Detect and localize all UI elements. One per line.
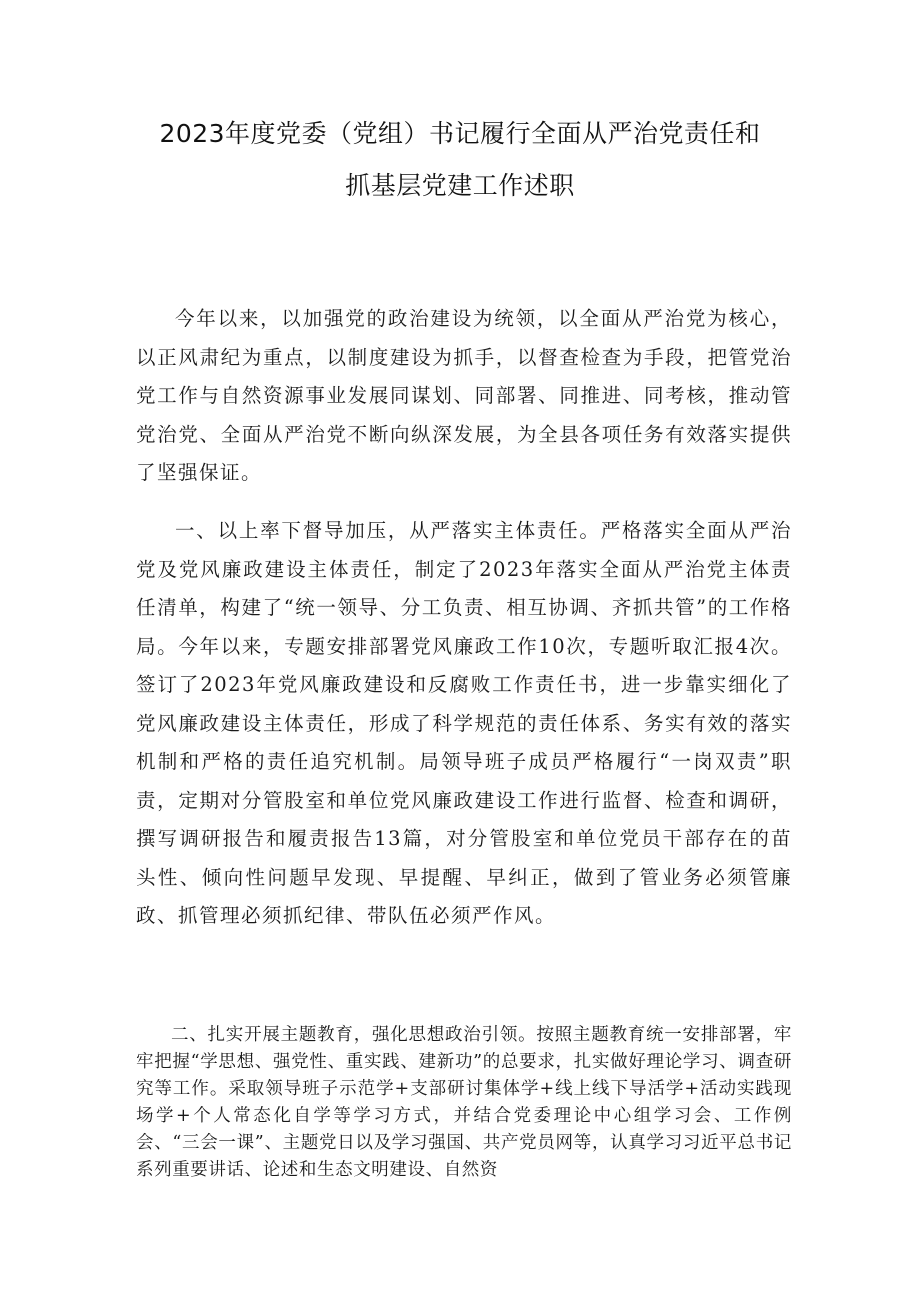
paragraph-intro: 今年以来，以加强党的政治建设为统领，以全面从严治党为核心，以正风肃纪为重点，以制度建设为抓手，以督查检查为手段，把管党治党工作与自然资源事业发展同谋划、同部署、同推进、同考核，推动管党治党、全面从严治党不断向纵深发展，为全县各项任务有效落实提供了坚强保证。	[136, 307, 792, 484]
document-title-line-1: 2023年度党委（党组）书记履行全面从严治党责任和	[159, 119, 761, 148]
document-title-line-2: 抓基层党建工作述职	[345, 171, 575, 200]
paragraph-section-2: 二、扎实开展主题教育，强化思想政治引领。按照主题教育统一安排部署，牢牢把握“学思想、强党性、重实践、建新功”的总要求，扎实做好理论学习、调查研究等工作。采取领导班子示范学+支部研讨集体学+线上线下导活学+活动实践现场学+个人常态化自学等学习方式，并结合党委理论中心组学习会、工作例会、“三会一课”、主题党日以及学习强国、共产党员网等，认真学习习近平总书记系列重要讲话、论述和生态文明建设、自然资	[136, 1025, 792, 1180]
paragraph-section-1: 一、以上率下督导加压，从严落实主体责任。严格落实全面从严治党及党风廉政建设主体责任，制定了2023年落实全面从严治党主体责任清单，构建了“统一领导、分工负责、相互协调、齐抓共管”的工作格局。今年以来，专题安排部署党风廉政工作10次，专题听取汇报4次。签订了2023年党风廉政建设和反腐败工作责任书，进一步靠实细化了党风廉政建设主体责任，形成了科学规范的责任体系、务实有效的落实机制和严格的责任追究机制。局领导班子成员严格履行“一岗双责”职责，定期对分管股室和单位党风廉政建设工作进行监督、检查和调研，撰写调研报告和履责报告13篇，对分管股室和单位党员干部存在的苗头性、倾向性问题早发现、早提醒、早纠正，做到了管业务必须管廉政、抓管理必须抓纪律、带队伍必须严作风。	[136, 519, 792, 927]
